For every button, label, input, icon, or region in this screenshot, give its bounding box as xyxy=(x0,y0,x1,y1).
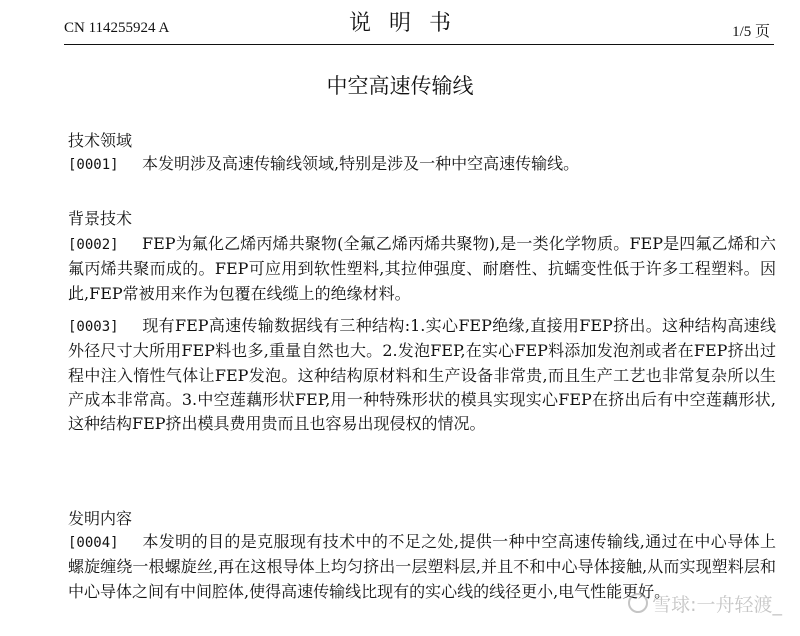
snowball-logo-icon xyxy=(628,593,648,613)
paragraph-number: [0001] xyxy=(68,157,119,173)
paragraph-text: FEP为氟化乙烯丙烯共聚物(全氟乙烯丙烯共聚物),是一类化学物质。FEP是四氟乙烯和六氟丙烯共聚而成的。FEP可应用到软性塑料,其拉伸强度、耐磨性、抗蠕变性低于许多工程塑料。因此,FEP常被用来作为包覆在线缆上的绝缘材料。 xyxy=(68,234,776,303)
paragraph-number: [0003] xyxy=(68,319,119,335)
paragraph-0003 xyxy=(68,314,776,436)
watermark xyxy=(628,590,782,617)
section-heading-tech-field: 技术领域 xyxy=(68,131,133,150)
section-heading-background: 背景技术 xyxy=(68,209,133,228)
paragraph-number: [0004] xyxy=(68,535,119,551)
paragraph-text: 本发明涉及高速传输线领域,特别是涉及一种中空高速传输线。 xyxy=(142,154,580,173)
paragraph-0002 xyxy=(68,232,776,306)
page-header xyxy=(0,0,800,44)
paragraph-number: [0002] xyxy=(68,237,119,253)
document-number: CN 114255924 A xyxy=(64,20,170,36)
header-divider xyxy=(64,44,774,45)
document-title: 中空高速传输线 xyxy=(326,74,474,98)
paragraph-text: 本发明的目的是克服现有技术中的不足之处,提供一种中空高速传输线,通过在中心导体上螺旋缠绕一根螺旋丝,再在这根导体上均匀挤出一层塑料层,并且不和中心导体接触,从而实现塑料层和中心导体之间有中间腔体,使得高速传输线比现有的实心线的线径更小,电气性能更好。 xyxy=(68,532,776,601)
paragraph-text: 现有FEP高速传输数据线有三种结构:1.实心FEP绝缘,直接用FEP挤出。这种结构高速线外径尺寸大所用FEP料也多,重量自然也大。2.发泡FEP,在实心FEP料添加发泡剂或者在FEP挤出过程中注入惰性气体让FEP发泡。这种结构原材料和生产设备非常贵,而且生产工艺也非常复杂所以生产成本非常高。3.中空莲藕形状FEP,用一种特殊形状的模具实现实心FEP在挤出后有中空莲藕形状,这种结构FEP挤出模具费用贵而且也容易出现侵权的情况。 xyxy=(68,316,776,434)
page-number: 1/5 页 xyxy=(732,24,770,40)
watermark-text: 雪球:一舟轻渡_ xyxy=(652,594,782,616)
paragraph-0001 xyxy=(68,152,776,177)
section-heading-invention-content: 发明内容 xyxy=(68,509,133,528)
section-label: 说明书 xyxy=(348,11,469,36)
